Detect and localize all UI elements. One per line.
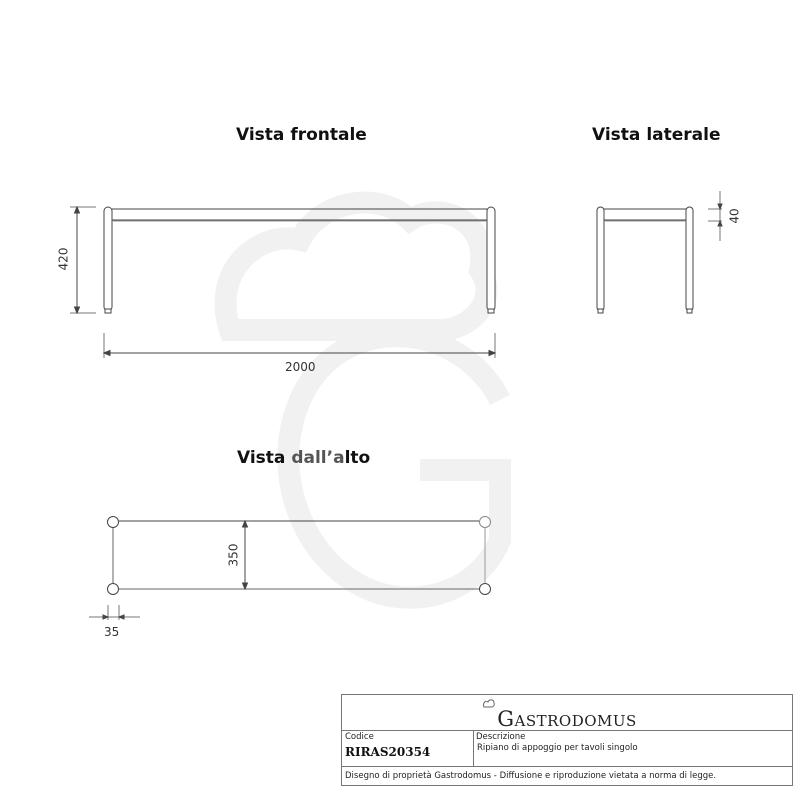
brand-name: ASTRODOMUS	[514, 712, 637, 730]
dim-thickness-label: 40	[727, 208, 742, 224]
dim-width-label: 2000	[285, 360, 316, 374]
description-value: Ripiano di appoggio per tavoli singolo	[477, 743, 638, 753]
brand-logo	[342, 695, 792, 731]
top-leg-tr	[480, 517, 491, 528]
copyright-notice: Disegno di proprietà Gastrodomus - Diffusione e riproduzione vietata a norma di legge.	[345, 771, 717, 781]
code-label: Codice	[345, 732, 374, 742]
description-label: Descrizione	[476, 732, 526, 742]
side-left-leg	[597, 207, 604, 311]
front-view-title: Vista frontale	[236, 125, 367, 145]
top-title-c: lto	[344, 448, 371, 468]
brand-initial: G	[497, 707, 515, 731]
side-right-leg	[686, 207, 693, 311]
title-block	[341, 694, 793, 786]
top-leg-bl	[108, 584, 119, 595]
dim-depth-label: 350	[226, 543, 241, 567]
top-title-a: Vista	[237, 448, 292, 468]
top-view-title	[237, 448, 370, 468]
code-value: RIRAS20354	[345, 745, 431, 759]
top-leg-br	[480, 584, 491, 595]
dim-height-label: 420	[56, 247, 71, 271]
top-leg-tl	[108, 517, 119, 528]
dim-tube-label: 35	[104, 625, 120, 639]
front-left-leg	[104, 207, 112, 311]
side-view-title: Vista laterale	[592, 125, 721, 145]
top-title-b: dall’a	[291, 448, 345, 468]
description-cell	[473, 730, 792, 767]
chef-hat-g-logo-icon	[225, 203, 500, 598]
code-cell	[342, 730, 474, 767]
front-right-leg	[487, 207, 495, 311]
